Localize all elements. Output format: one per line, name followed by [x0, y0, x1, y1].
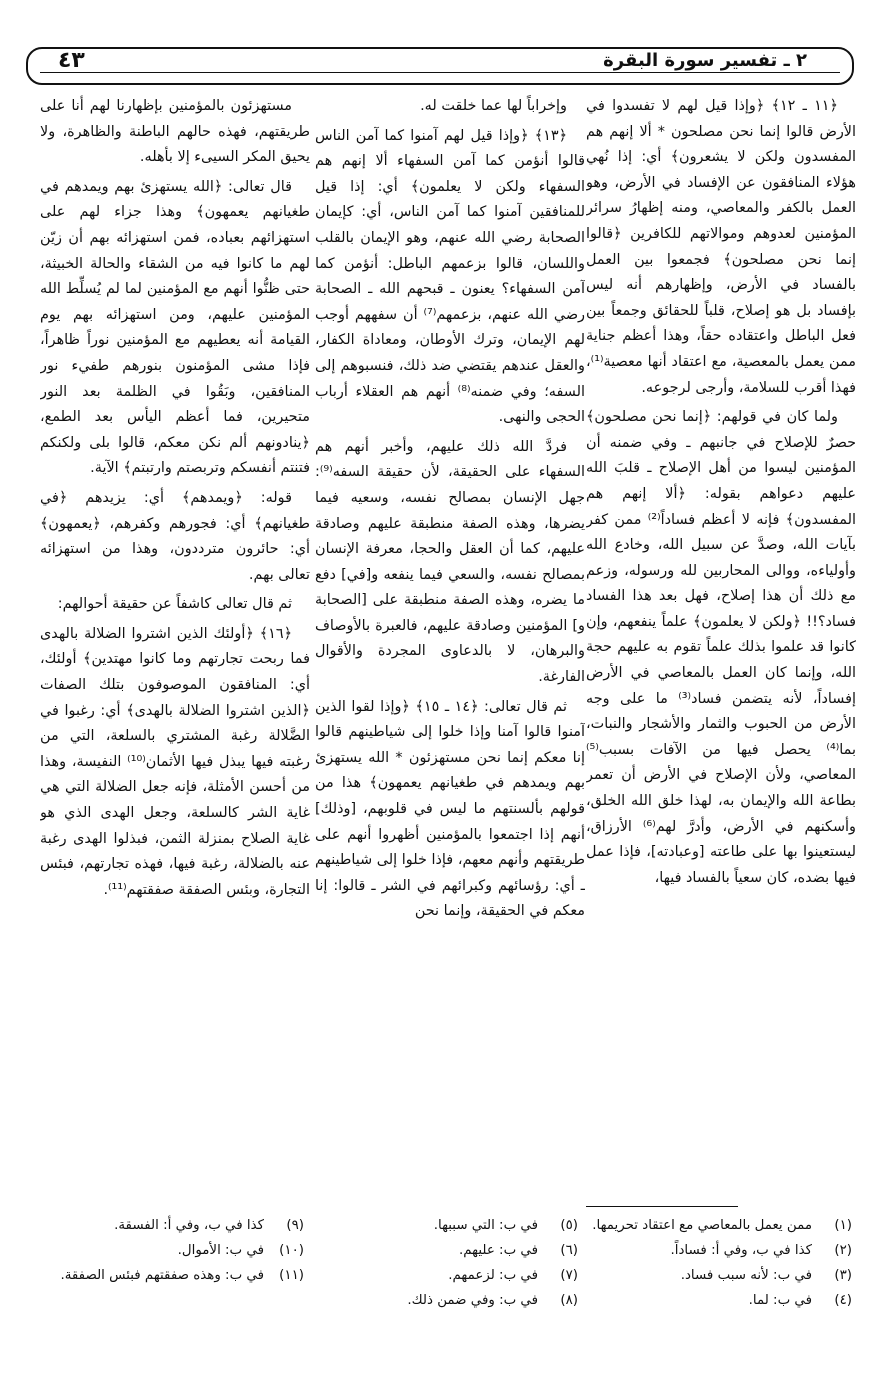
paragraph: فردَّ الله ذلك عليهم، وأخبر أنهم هم السفهاء على الحقيقة، لأن حقيقة السفه⁽⁹⁾: جهل الإنسان بمصالح نفسه، وسعيه فيما يضرها، وهذه الصفة منطبقة عليهم وصادقة عليهم، كما أن العقل والحجا، معرفة الإنسان بمصالح نفسه، والسعي فيما ينفعه و[في] دفع ما يضره، وهذه الصفة منطبقة على [الصحابة و] المؤمنين وصادقة عليهم، فالعبرة بالأوصاف والبرهان، لا بالدعاوى المجردة والأقوال الفارغة.: [315, 438, 585, 686]
footnotes-left: [44, 1214, 304, 1289]
footnote: [318, 1289, 578, 1312]
paragraph: مستهزئون بالمؤمنين بإظهارنا لهم أنا على طريقتهم، فهذه حالهم الباطنة والظاهرة، ولا يحيق المكر السيىء إلا بأهله.: [40, 98, 310, 166]
footnote-separator: [586, 1206, 738, 1207]
footnote-text: في ب: لأنه سبب فساد.: [680, 1268, 812, 1283]
footnote: [44, 1264, 304, 1287]
paragraph: ولما كان في قولهم: ﴿إنما نحن مصلحون﴾ حصرٌ للإصلاح في جانبهم ـ وفي ضمنه أن المؤمنين ليسوا من أهل الإصلاح ـ قلبَ الله عليهم دعواهم بقوله: ﴿ألا إنهم هم المفسدون﴾ فإنه لا أعظم فساداً⁽²⁾ ممن كفر بآيات الله، وصدَّ عن سبيل الله، وخادع الله وأولياءه، ووالى المحاربين لله ورسوله، وزعم مع ذلك أن هذا إصلاح، فهل بعد هذا الفساد فساد؟!! ﴿ولكن لا يعلمون﴾ علماً ينفعهم، وإن كانوا قد علموا بذلك علماً تقوم به عليهم حجة الله، وإنما كان العمل بالمعاصي في الأرض إفساداً، لأنه يتضمن فساد⁽³⁾ ما على وجه الأرض من الحبوب والثمار والأشجار والنبات، بما⁽⁴⁾ يحصل فيها من الآفات بسبب⁽⁵⁾ المعاصي، ولأن الإصلاح في الأرض أن تعمر بطاعة الله والإيمان به، لهذا خلق الله الخلق، وأسكنهم في الأرض، وأدرَّ لهم⁽⁶⁾ الأرزاق، ليستعينوا بها على طاعته [وعبادته]، فإذا عمل فيها بضده، كان سعياً بالفساد فيها،: [586, 409, 856, 886]
footnote-number: (٦): [560, 1243, 578, 1258]
header-divider: [40, 72, 840, 73]
footnote-number: (٣): [834, 1268, 852, 1283]
paragraph: ثم قال تعالى: ﴿١٤ ـ ١٥﴾ ﴿وإذا لقوا الذين آمنوا قالوا آمنا وإذا خلوا إلى شياطينهم قالوا إنا معكم إنما نحن مستهزئون * الله يستهزئ بهم ويمدهم في طغيانهم يعمهون﴾ هذا من قولهم بألسنتهم ما ليس في قلوبهم، [وذلك] أنهم إذا اجتمعوا بالمؤمنين أظهروا أنهم على طريقتهم وأنهم معهم، فإذا خلوا إلى شياطينهم ـ أي: رؤسائهم وكبرائهم في الشر ـ قالوا: إنا معكم في الحقيقة، وإنما نحن: [315, 698, 585, 920]
paragraph: ﴿١٣﴾ ﴿وإذا قيل لهم آمنوا كما آمن الناس قالوا أنؤمن كما آمن السفهاء ألا إنهم هم السفهاء ولكن لا يعلمون﴾ أي: إذا قيل للمنافقين آمنوا كما آمن الناس، أي: كإيمان الصحابة رضي الله عنهم، وهو الإيمان بالقلب واللسان، قالوا بزعمهم الباطل: أنؤمن كما آمن السفهاء؟ يعنون ـ قبحهم الله ـ الصحابة رضي الله عنهم، بزعمهم⁽⁷⁾ أن سفههم أوجب لهم الإيمان، وترك الأوطان، ومعاداة الكفار، والعقل عندهم يقتضي ضد ذلك، فنسبوهم إلى السفه؛ وفي ضمنه⁽⁸⁾ أنهم هم العقلاء أرباب الحجى والنهى.: [315, 127, 585, 426]
footnote-text: في ب: لما.: [748, 1293, 812, 1308]
footnote-number: (٧): [560, 1268, 578, 1283]
footnotes-right: [592, 1214, 852, 1314]
footnote-number: (٥): [560, 1218, 578, 1233]
footnote-number: (١٠): [279, 1243, 304, 1258]
footnote-text: في ب: الأموال.: [177, 1243, 264, 1258]
paragraph: قوله: ﴿ويمدهم﴾ أي: يزيدهم ﴿في طغيانهم﴾ أي: فجورهم وكفرهم، ﴿يعمهون﴾ أي: حائرون مترددون، وهذا من استهزائه تعالى بهم.: [40, 489, 310, 583]
footnote: [318, 1264, 578, 1287]
paragraph: ﴿١١ ـ ١٢﴾ ﴿وإذا قيل لهم لا تفسدوا في الأرض قالوا إنما نحن مصلحون * ألا إنهم هم المفسدون ولكن لا يشعرون﴾ أي: إذا نُهي هؤلاء المنافقون عن الإفساد في الأرض، وهو العمل بالكفر والمعاصي، ومنه إظهارُ سرائر المؤمنين لعدوهم وموالاتهم للكافرين ﴿قالوا إنما نحن مصلحون﴾ فجمعوا بين العمل بالفساد في الأرض، وإظهارهم أنه ليس بإفساد بل هو إصلاح، قلباً للحقائق وجمعاً بين فعل الباطل واعتقاده حقاً، وهذا أعظم جناية ممن يعمل بالمعصية، مع اعتقاد أنها معصية⁽¹⁾، فهذا أقرب للسلامة، وأرجى لرجوعه.: [586, 98, 856, 396]
text-column-middle: [315, 94, 585, 1192]
footnote-text: في ب: لزعمهم.: [448, 1268, 538, 1283]
running-title: ٢ ـ تفسير سورة البقرة: [603, 50, 807, 71]
footnote-text: في ب: وهذه صفقتهم فبئس الصفقة.: [60, 1268, 264, 1283]
footnote: [592, 1239, 852, 1262]
footnote-text: ممن يعمل بالمعاصي مع اعتقاد تحريمها.: [592, 1218, 812, 1233]
footnote-number: (١١): [279, 1268, 304, 1283]
footnote-number: (٤): [834, 1293, 852, 1308]
footnote: [318, 1239, 578, 1262]
paragraph: وإخراباً لها عما خلقت له.: [420, 98, 567, 114]
footnote: [592, 1214, 852, 1237]
footnote: [44, 1239, 304, 1262]
footnote: [592, 1289, 852, 1312]
page-number: ٤٣: [58, 48, 85, 73]
footnote-text: كذا في ب، وفي أ: فساداً.: [670, 1243, 812, 1258]
footnote: [318, 1214, 578, 1237]
paragraph: قال تعالى: ﴿الله يستهزئ بهم ويمدهم في طغيانهم يعمهون﴾ وهذا جزاء لهم على استهزائهم بعباده، فمن استهزائه بهم أن زيّن لهم ما كانوا فيه من الشقاء والحالة الخبيثة، حتى ظنُّوا أنهم مع المؤمنين لما لم يُسلِّط الله المؤمنين عليهم، ومن استهزائه بهم يوم القيامة أنه يعطيهم مع المؤمنين نوراً ظاهراً، فإذا مشى المؤمنون بنورهم طفيء نور المنافقين، وبَقُوا في الظلمة بعد النور متحيرين، فما أعظم اليأس بعد الطمع، ﴿ينادونهم ألم نكن معكم، قالوا بلى ولكنكم فتنتم أنفسكم وتربصتم وارتبتم﴾ الآية.: [40, 178, 310, 477]
footnote-text: كذا في ب، وفي أ: الفسقة.: [114, 1218, 264, 1233]
footnote-text: في ب: وفي ضمن ذلك.: [407, 1293, 538, 1308]
footnote: [44, 1214, 304, 1237]
footnote-number: (٨): [560, 1293, 578, 1308]
footnote-text: في ب: عليهم.: [459, 1243, 538, 1258]
paragraph: ﴿١٦﴾ ﴿أولئك الذين اشتروا الضلالة بالهدى فما ربحت تجارتهم وما كانوا مهتدين﴾ أولئك، أي: المنافقون الموصوفون بتلك الصفات ﴿الذين اشتروا الضلالة بالهدى﴾ أي: رغبوا في الضَّلالة رغبة المشتري بالسلعة، التي من رغبته فيها يبذل فيها الأثمان⁽¹⁰⁾ النفيسة، وهذا من أحسن الأمثلة، فإنه جعل الضلالة التي هي غاية الشر كالسلعة، وجعل الهدى الذي هو غاية الصلاح بمنزلة الثمن، فبذلوا الهدى رغبة عنه بالضلالة، رغبة فيها، فهذه تجارتهم، فبئس التجارة، وبئس الصفقة صفقتهم⁽¹¹⁾.: [40, 625, 310, 898]
footnote-number: (١): [834, 1218, 852, 1233]
footnote-number: (٢): [834, 1243, 852, 1258]
text-column-left: [40, 94, 310, 1192]
paragraph: ثم قال تعالى كاشفاً عن حقيقة أحوالهم:: [57, 596, 292, 613]
footnote: [592, 1264, 852, 1287]
footnote-number: (٩): [286, 1218, 304, 1233]
footnotes-middle: [318, 1214, 578, 1314]
footnote-text: في ب: التي سببها.: [433, 1218, 538, 1233]
text-column-right: [586, 94, 856, 1192]
